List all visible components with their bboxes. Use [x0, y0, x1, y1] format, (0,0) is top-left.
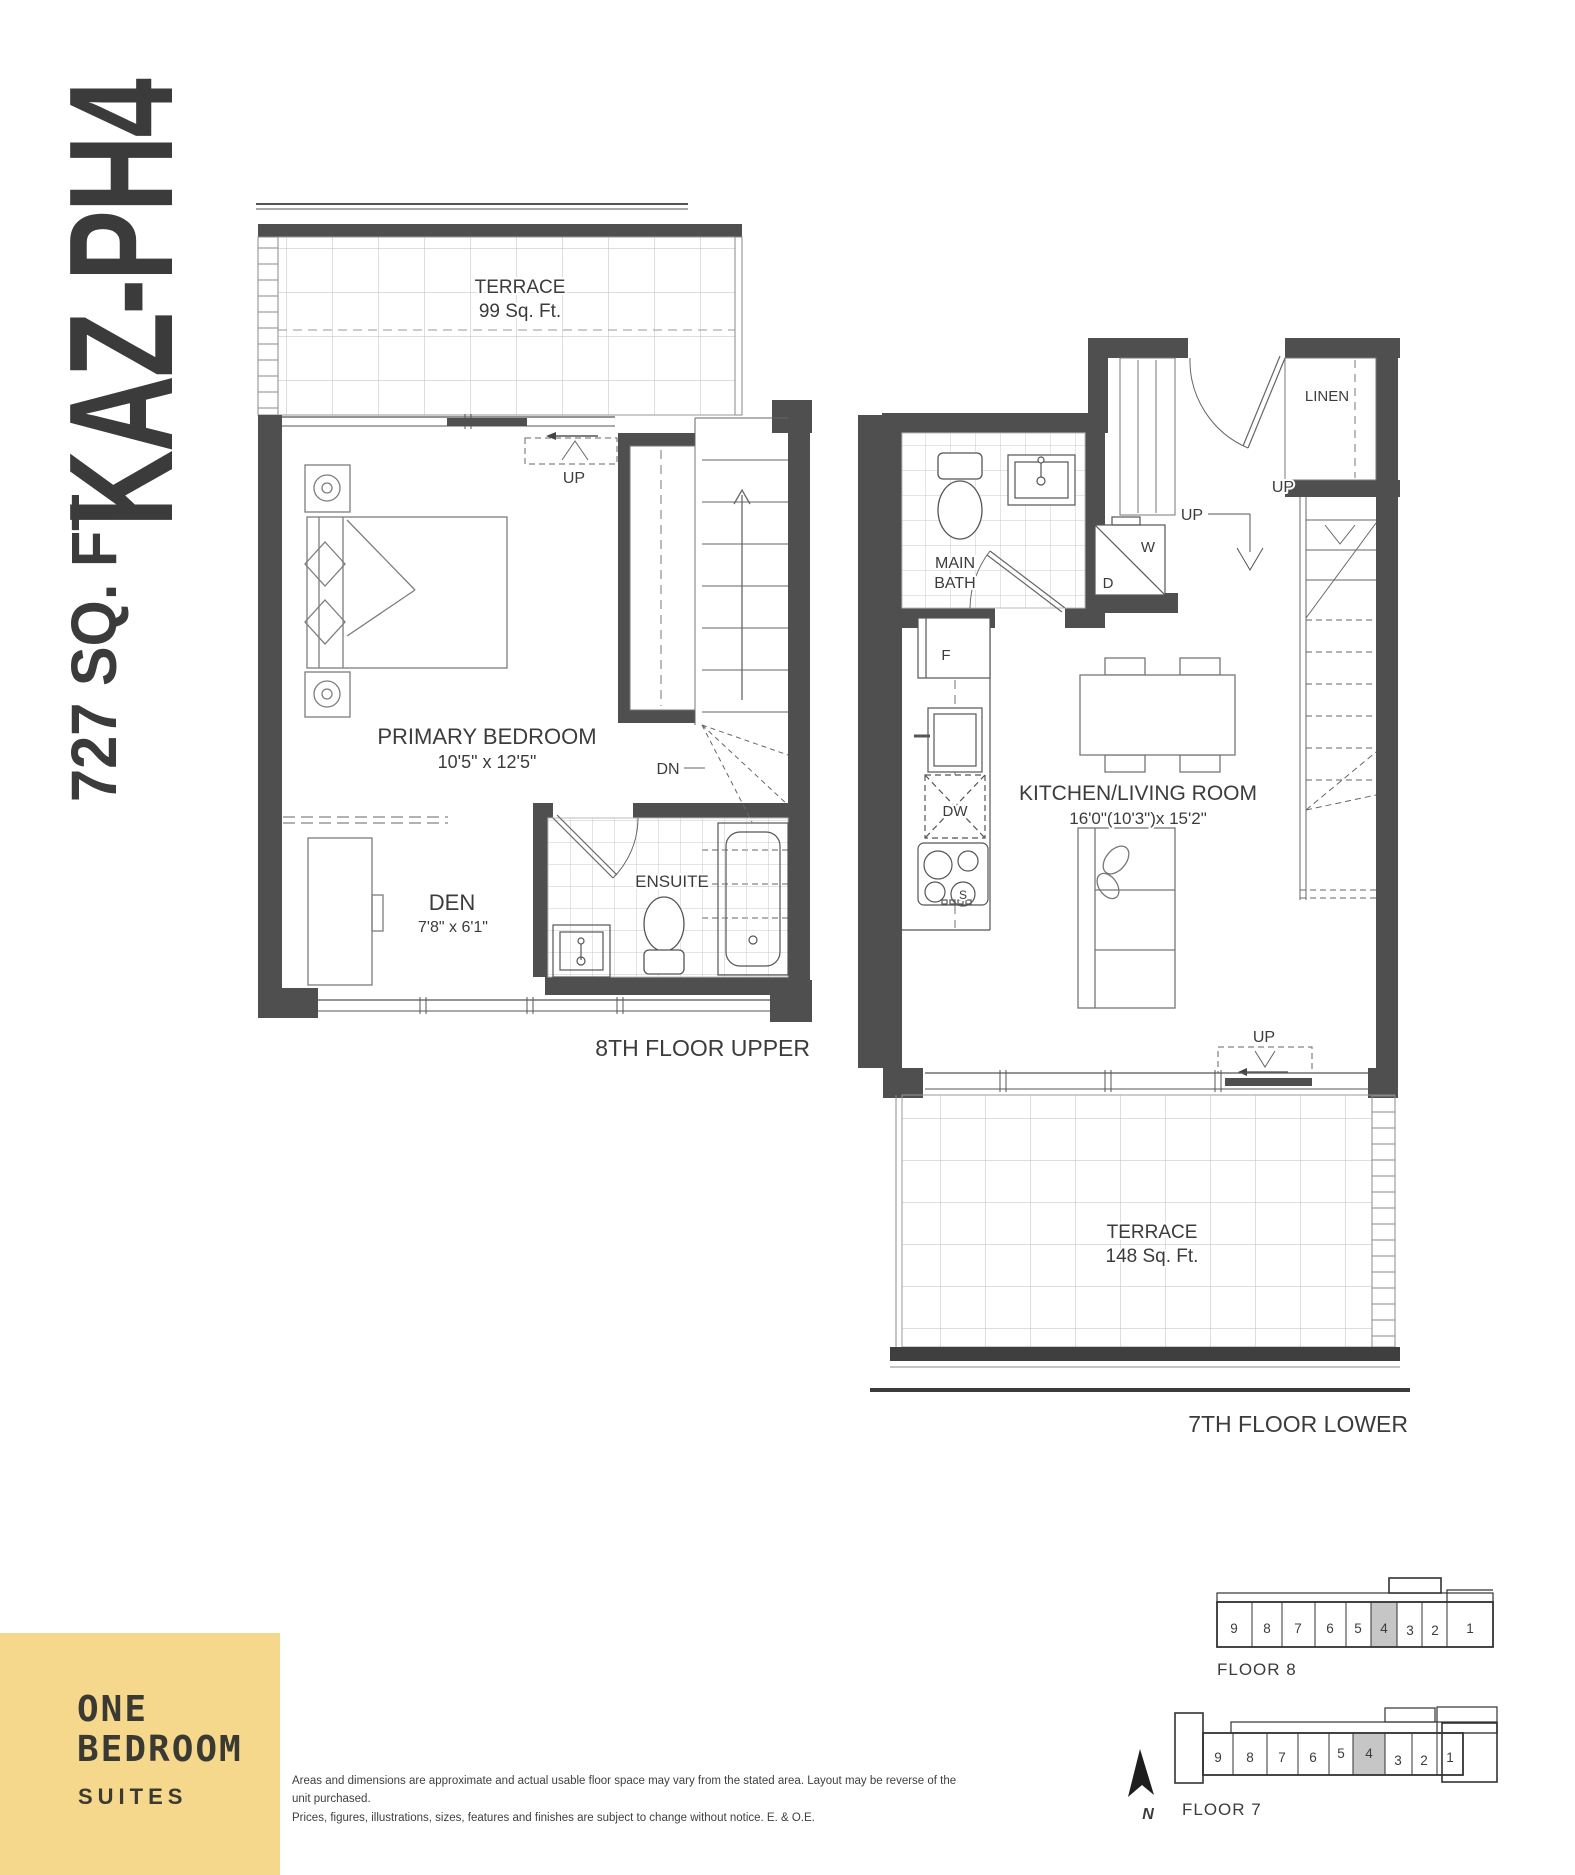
unit-number: 9 — [1214, 1750, 1222, 1765]
unit-number: 4 — [1380, 1621, 1388, 1636]
upper-stair-landing — [525, 438, 617, 464]
caption-rule — [870, 1388, 1410, 1392]
ensuite — [548, 815, 788, 977]
linen-label: LINEN — [1304, 388, 1350, 405]
upper-up-label: UP — [562, 470, 586, 487]
keyplan-floor8 — [1217, 1578, 1493, 1679]
unit-code-title: KAZ-PH4 — [39, 80, 204, 527]
lower-floor-plan — [850, 320, 1430, 1460]
unit-number: 5 — [1354, 1621, 1362, 1636]
lower-terrace-area: 148 Sq. Ft. — [1105, 1246, 1199, 1267]
kitchen-dims: 16'0"(10'3")x 15'2" — [1069, 809, 1207, 828]
disclaimer-line1: Areas and dimensions are approximate and actual usable floor space may vary from the stated area. Layout may be reverse of the unit purchased. — [292, 1775, 957, 1806]
wardrobe — [630, 446, 695, 710]
lower-up1-label: UP — [1180, 507, 1204, 524]
lower-up3-label: UP — [1252, 1029, 1276, 1046]
north-label: N — [1142, 1806, 1154, 1823]
kitchen-appliances — [902, 618, 990, 930]
unit-number: 6 — [1309, 1750, 1317, 1765]
unit-number: 3 — [1394, 1753, 1402, 1768]
dryer-label: D — [1102, 575, 1114, 592]
upper-window-band-top — [282, 414, 615, 440]
badge-line3: SUITES — [78, 1784, 188, 1809]
oven — [928, 708, 982, 772]
suite-type-badge — [0, 1633, 280, 1875]
disclaimer-line2: Prices, figures, illustrations, sizes, features and finishes are subject to change without notice. E. & O.E. — [292, 1811, 815, 1824]
lower-up2-label: UP — [1271, 479, 1295, 496]
den-dims: 7'8" x 6'1" — [418, 919, 488, 936]
fridge — [918, 618, 990, 678]
plant-leaf — [1093, 869, 1124, 902]
unit-number: 8 — [1263, 1621, 1271, 1636]
floor8-caption: FLOOR 8 — [1217, 1660, 1297, 1679]
linen-closet — [1285, 358, 1376, 480]
door-slide-arrow — [546, 432, 556, 440]
lower-terrace — [890, 1095, 1400, 1367]
unit-number: 8 — [1246, 1750, 1254, 1765]
dishwasher-label: DW — [942, 803, 968, 820]
unit-number: 9 — [1230, 1621, 1238, 1636]
dining-table — [1080, 658, 1235, 772]
upper-terrace-area: 99 Sq. Ft. — [478, 301, 562, 322]
upper-floor-plan — [240, 160, 820, 1070]
disclaimer — [292, 1772, 962, 1827]
unit-number: 4 — [1365, 1746, 1373, 1761]
sliding-door — [1225, 1078, 1312, 1086]
sofa — [1078, 828, 1175, 1008]
fridge-label: F — [941, 647, 951, 664]
unit-number: 2 — [1431, 1623, 1439, 1638]
upper-roof-lines — [256, 204, 688, 209]
unit-number: 6 — [1326, 1621, 1334, 1636]
desk — [308, 838, 383, 985]
lower-window-band — [925, 1070, 1368, 1092]
ensuite-toilet — [644, 897, 684, 974]
unit-number: 1 — [1466, 1621, 1474, 1636]
lower-terrace-label: TERRACE — [1106, 1222, 1198, 1243]
main-bath — [902, 433, 1085, 612]
main-bath-label-2: BATH — [934, 575, 976, 592]
unit-number: 7 — [1278, 1750, 1286, 1765]
key-plans — [1100, 1565, 1540, 1865]
lower-terrace-door — [1218, 1047, 1312, 1076]
keyplan-floor7 — [1175, 1707, 1497, 1819]
kitchen-label: KITCHEN/LIVING ROOM — [1018, 782, 1258, 805]
bedroom-dims: 10'5" x 12'5" — [437, 752, 537, 772]
badge-line1: ONE — [77, 1689, 149, 1730]
upper-terrace-label: TERRACE — [474, 277, 566, 298]
unit-number: 7 — [1294, 1621, 1302, 1636]
unit-number: 1 — [1446, 1750, 1454, 1765]
sink-label: S — [958, 888, 968, 902]
north-arrow-icon — [1128, 1749, 1154, 1823]
bath-sink — [1008, 455, 1075, 505]
cooktop — [918, 843, 988, 906]
unit-area-title: 727 SQ. FT. — [58, 484, 130, 802]
unit-number: 2 — [1420, 1753, 1428, 1768]
upper-caption: 8TH FLOOR UPPER — [595, 1035, 810, 1061]
washer-label: W — [1140, 539, 1156, 556]
bed — [305, 517, 507, 668]
lower-stairs — [1300, 497, 1376, 900]
unit-number: 3 — [1406, 1623, 1414, 1638]
upper-window-band-bottom — [318, 997, 770, 1014]
upper-dn-label: DN — [656, 761, 680, 778]
sliding-door — [447, 418, 527, 426]
upper-terrace — [258, 224, 742, 415]
entry-closet — [1120, 358, 1175, 515]
entry-door — [1190, 356, 1285, 448]
corridor-up-arrow — [1208, 514, 1263, 570]
unit-number: 5 — [1337, 1746, 1345, 1761]
main-bath-label-1: MAIN — [935, 555, 975, 572]
den-label: DEN — [428, 890, 476, 915]
ensuite-label: ENSUITE — [635, 872, 709, 891]
bath-toilet — [938, 453, 982, 539]
den-divider — [283, 817, 448, 823]
lower-caption: 7TH FLOOR LOWER — [1188, 1411, 1408, 1437]
badge-line2: BEDROOM — [77, 1729, 243, 1770]
floor7-caption: FLOOR 7 — [1182, 1800, 1262, 1819]
bedroom-label: PRIMARY BEDROOM — [377, 724, 597, 749]
